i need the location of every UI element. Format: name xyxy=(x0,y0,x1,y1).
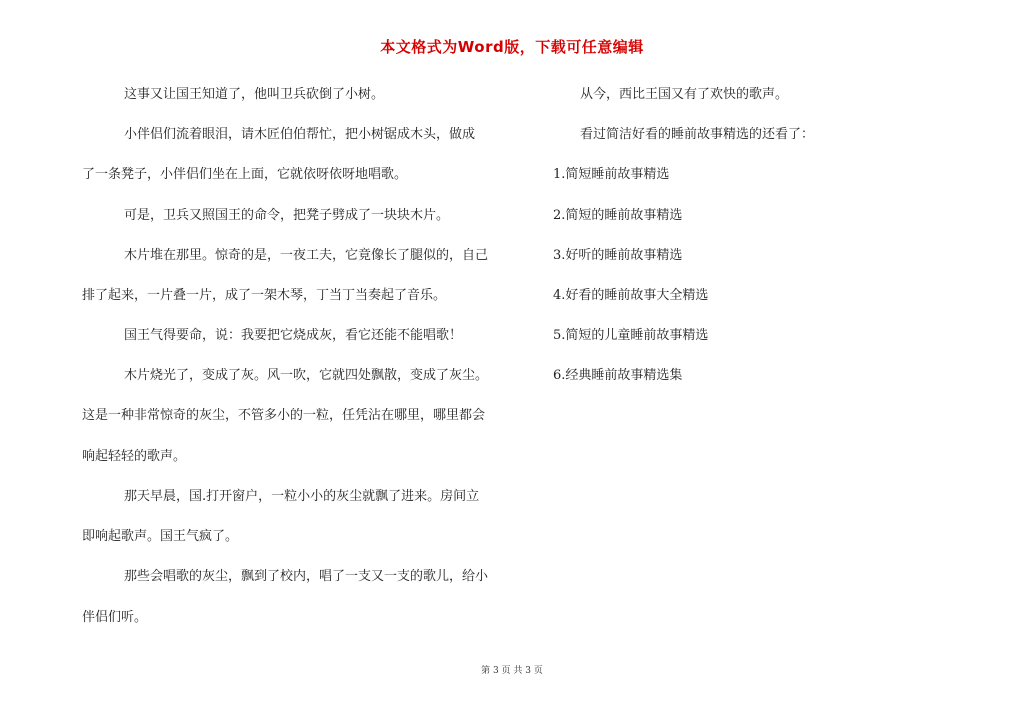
paragraph-line: 从今，西比王国又有了欢快的歌声。 xyxy=(580,87,789,102)
related-link-6[interactable]: 6.经典睡前故事精选集 xyxy=(553,368,683,383)
document-banner: 本文格式为Word版，下载可任意编辑 xyxy=(380,38,644,56)
paragraph-line: 这是一种非常惊奇的灰尘，不管多小的一粒，任凭沾在哪里，哪里都会 xyxy=(82,408,486,423)
related-link-2[interactable]: 2.简短的睡前故事精选 xyxy=(553,208,683,223)
paragraph-line: 木片堆在那里。惊奇的是，一夜工夫，它竟像长了腿似的，自己 xyxy=(124,248,489,263)
paragraph-line: 那些会唱歌的灰尘，飘到了校内，唱了一支又一支的歌儿，给小 xyxy=(124,569,489,584)
paragraph-line: 伴侣们听。 xyxy=(82,610,148,625)
paragraph-line: 那天早晨，国.打开窗户，一粒小小的灰尘就飘了进来。房间立 xyxy=(124,489,480,504)
related-link-4[interactable]: 4.好看的睡前故事大全精选 xyxy=(553,288,709,303)
page-indicator: 第 3 页 共 3 页 xyxy=(481,666,543,676)
paragraph-line: 了一条凳子，小伴侣们坐在上面，它就依呀依呀地唱歌。 xyxy=(82,167,408,182)
paragraph-line: 响起轻轻的歌声。 xyxy=(82,449,187,464)
paragraph-line: 排了起来，一片叠一片，成了一架木琴，丁当丁当奏起了音乐。 xyxy=(82,288,447,303)
paragraph-line: 这事又让国王知道了，他叫卫兵砍倒了小树。 xyxy=(124,87,385,102)
related-link-5[interactable]: 5.简短的儿童睡前故事精选 xyxy=(553,328,709,343)
paragraph-line: 国王气得要命，说：我要把它烧成灰，看它还能不能唱歌！ xyxy=(124,328,463,343)
paragraph-line: 木片烧光了，变成了灰。风一吹，它就四处飘散，变成了灰尘。 xyxy=(124,368,489,383)
paragraph-line: 小伴侣们流着眼泪，请木匠伯伯帮忙，把小树锯成木头，做成 xyxy=(124,127,476,142)
related-link-1[interactable]: 1.简短睡前故事精选 xyxy=(553,167,670,182)
related-link-3[interactable]: 3.好听的睡前故事精选 xyxy=(553,248,683,263)
paragraph-line: 可是，卫兵又照国王的命令，把凳子劈成了一块块木片。 xyxy=(124,208,450,223)
related-heading: 看过简洁好看的睡前故事精选的还看了： xyxy=(580,127,815,142)
paragraph-line: 即响起歌声。国王气疯了。 xyxy=(82,529,239,544)
